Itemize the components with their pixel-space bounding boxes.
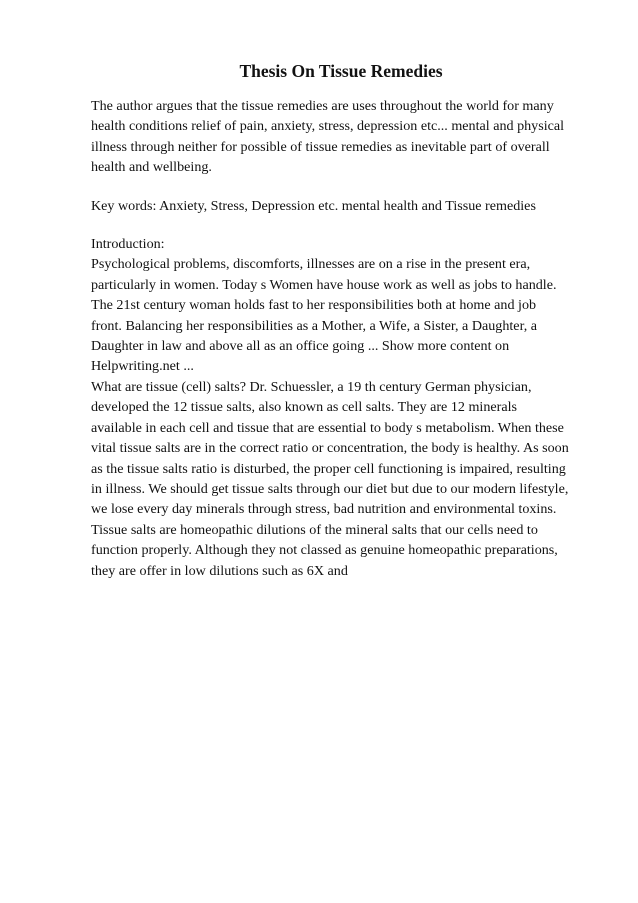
paragraph-gap [91, 216, 591, 234]
paragraph-gap [91, 178, 591, 196]
body-line: developed the 12 tissue salts, also known as cell salts. They are 12 minerals [91, 399, 517, 416]
body-line: available in each cell and tissue that are essential to body s metabolism. When these [91, 419, 564, 436]
body-line: we lose every day minerals through stress, bad nutrition and environmental toxins. [91, 501, 557, 518]
body-line: The 21st century woman holds fast to her responsibilities both at home and job [91, 297, 537, 314]
body-line: Psychological problems, discomforts, illnesses are on a rise in the present era, [91, 256, 531, 273]
body-line: particularly in women. Today s Women have house work as well as jobs to handle. [91, 276, 557, 293]
body-paragraph [91, 234, 591, 581]
body-line: Daughter in law and above all as an office going ... Show more content on [91, 338, 510, 355]
document-page [91, 60, 591, 581]
abstract-paragraph [91, 96, 591, 178]
abstract-line: health and wellbeing. [91, 159, 212, 176]
body-line: front. Balancing her responsibilities as a Mother, a Wife, a Sister, a Daughter, a [91, 317, 537, 334]
abstract-line: health conditions relief of pain, anxiety, stress, depression etc... mental and physical [91, 118, 565, 135]
keywords-paragraph [91, 196, 591, 216]
body-line: as the tissue salts ratio is disturbed, the proper cell functioning is impaired, resulting [91, 460, 566, 477]
abstract-line: The author argues that the tissue remedies are uses throughout the world for many [91, 98, 554, 114]
abstract-line: illness through neither for possible of tissue remedies as inevitable part of overall [91, 138, 550, 155]
body-line: vital tissue salts are in the correct ratio or concentration, the body is healthy. As soon [91, 440, 569, 457]
body-line: Tissue salts are homeopathic dilutions of the mineral salts that our cells need to [91, 521, 538, 538]
body-line: function properly. Although they not classed as genuine homeopathic preparations, [91, 542, 558, 559]
introduction-heading: Introduction: [91, 236, 165, 253]
body-line: Helpwriting.net ... [91, 358, 194, 375]
body-line: What are tissue (cell) salts? Dr. Schuessler, a 19 th century German physician, [91, 378, 532, 395]
keywords-line: Key words: Anxiety, Stress, Depression etc. mental health and Tissue remedies [91, 197, 536, 214]
body-line: in illness. We should get tissue salts through our diet but due to our modern lifestyle, [91, 480, 569, 497]
document-title: Thesis On Tissue Remedies [239, 61, 443, 81]
body-line: they are offer in low dilutions such as 6X and [91, 562, 348, 579]
